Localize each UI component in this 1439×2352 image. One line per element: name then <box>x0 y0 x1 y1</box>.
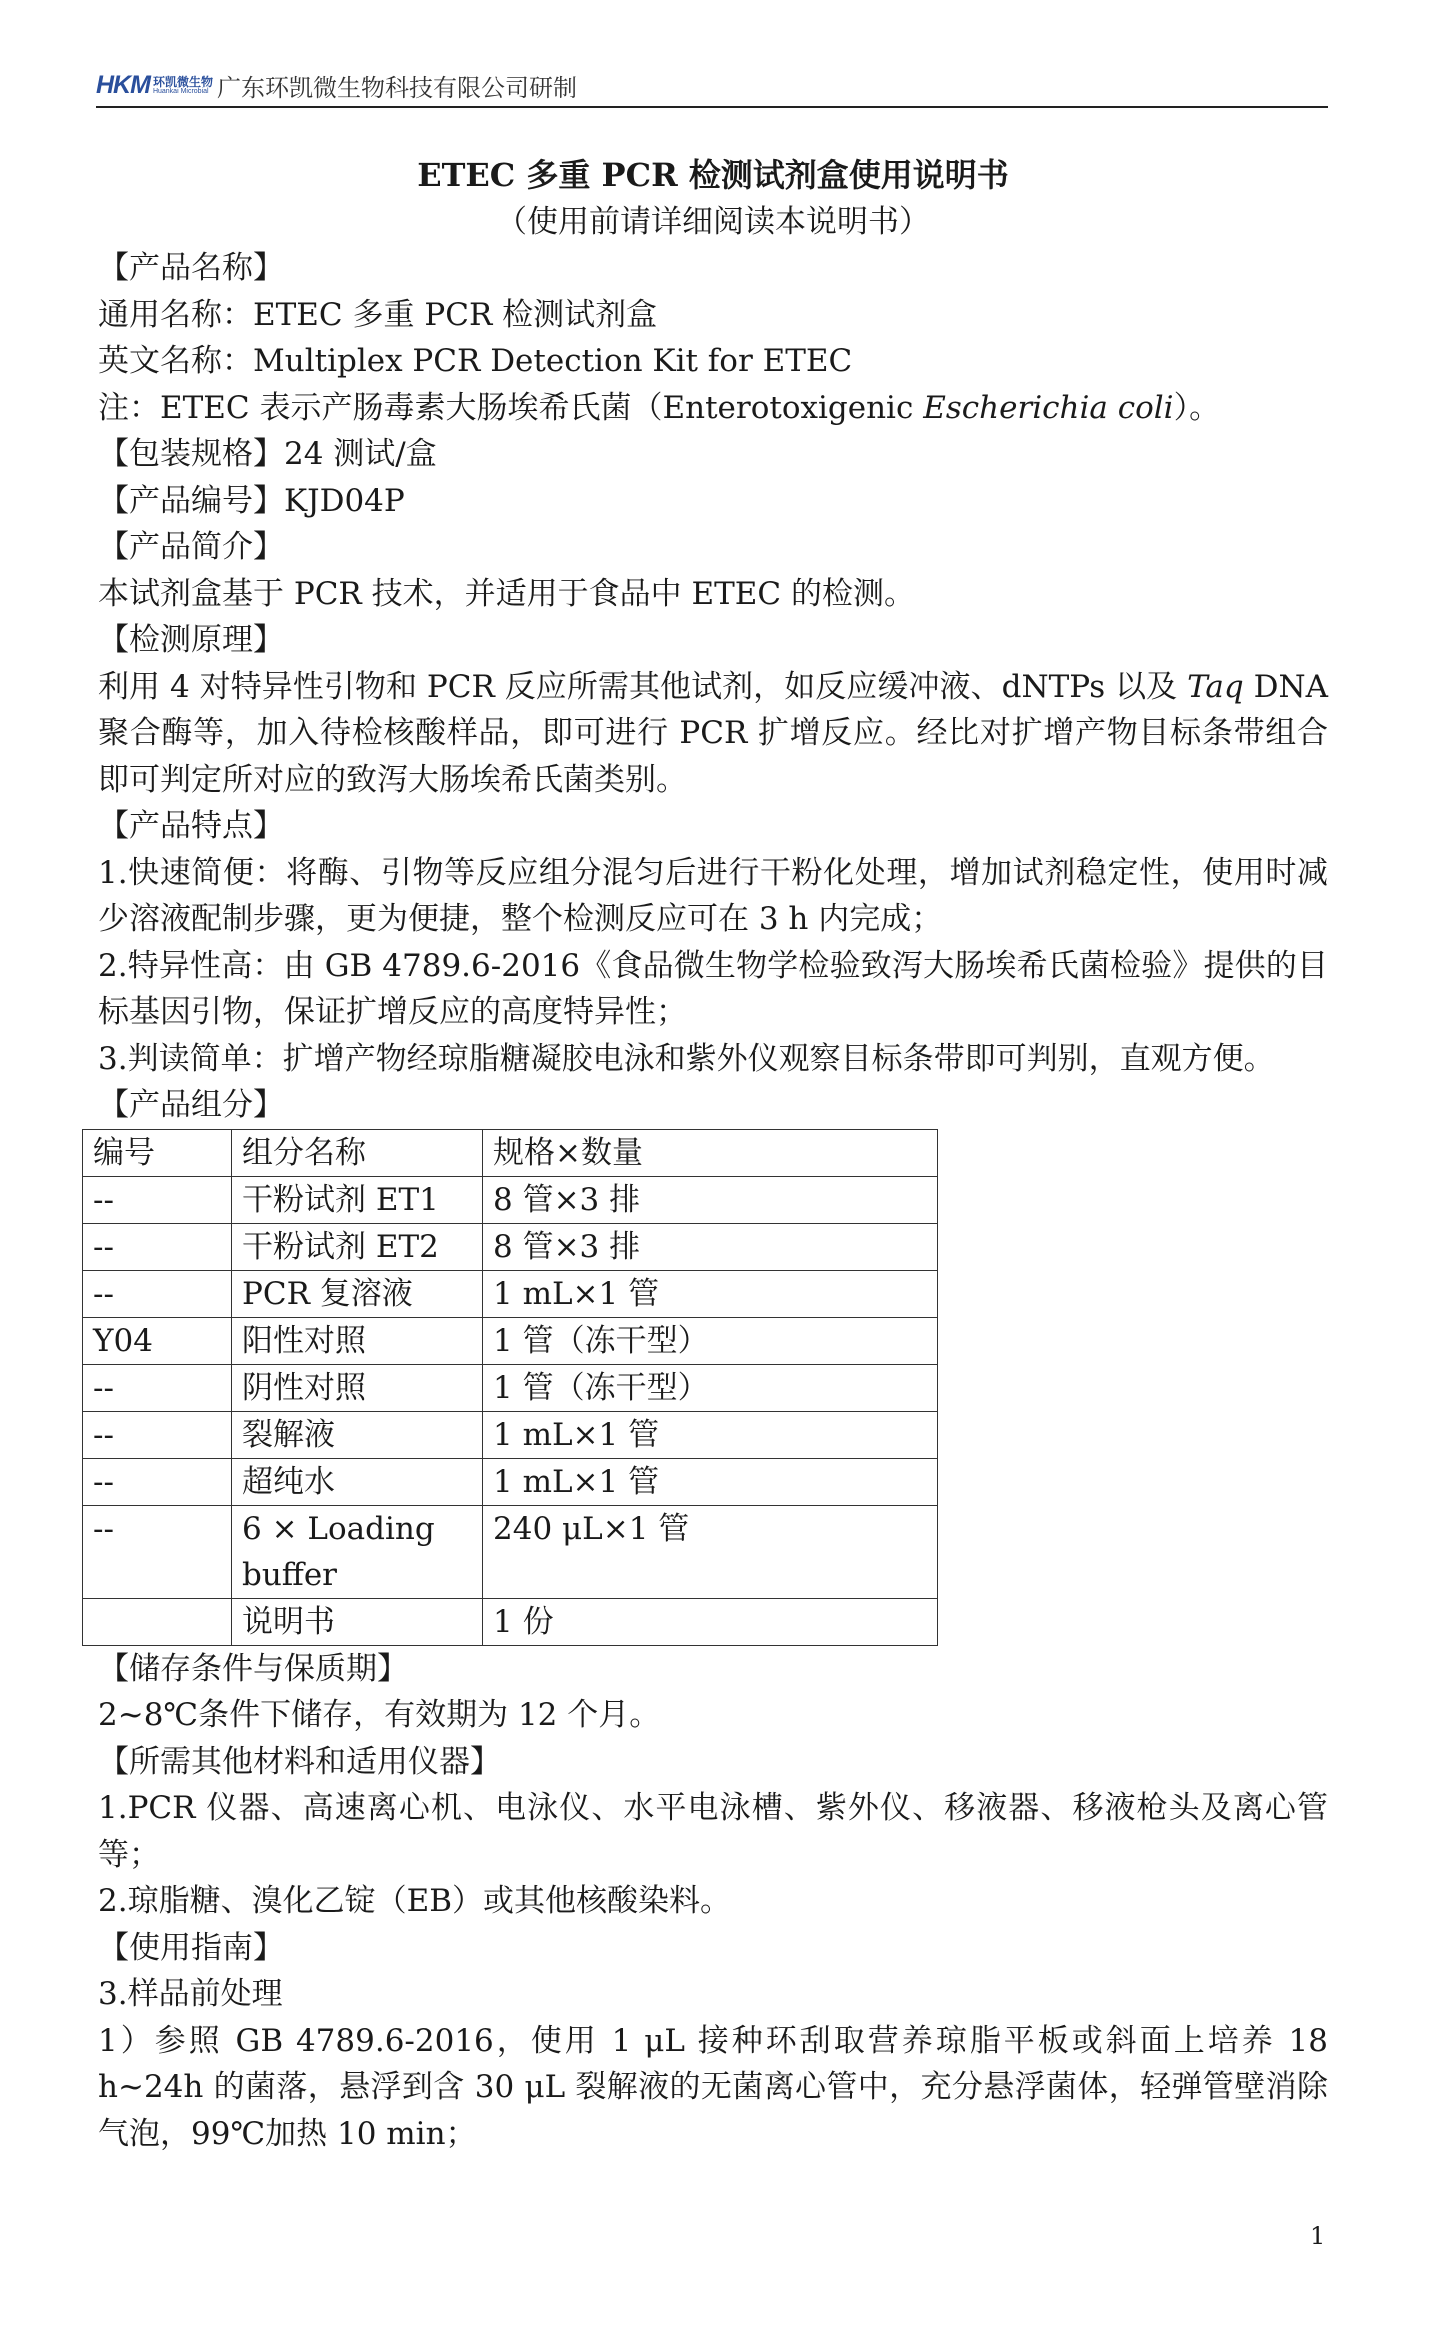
feature-3: 3.判读简单：扩增产物经琼脂糖凝胶电泳和紫外仪观察目标条带即可判别，直观方便。 <box>98 1040 1275 1077</box>
cell-name: 6 × Loading buffer <box>232 1505 483 1598</box>
col-header-code: 编号 <box>83 1129 232 1176</box>
step-3-1: 1）参照 GB 4789.6-2016，使用 1 μL 接种环刮取营养琼脂平板或斜面上培养 18 h~24h 的菌落，悬浮到含 30 μL 裂解液的无菌离心管中，充分悬浮菌体，轻弹管壁消除气泡，99℃加热 10 min； <box>98 2022 1328 2152</box>
cell-name: 裂解液 <box>232 1411 483 1458</box>
logo-text <box>153 76 213 95</box>
col-header-name: 组分名称 <box>232 1129 483 1176</box>
logo-en: Huankai Microbial <box>152 87 209 95</box>
heading-guide: 【使用指南】 <box>98 1929 284 1966</box>
cell-name: 干粉试剂 ET1 <box>232 1176 483 1223</box>
material-1: 1.PCR 仪器、高速离心机、电泳仪、水平电泳槽、紫外仪、移液器、移液枪头及离心管等； <box>98 1790 1328 1873</box>
document-body <box>93 152 1328 2157</box>
table-row <box>83 1270 938 1317</box>
page-header <box>96 64 1328 108</box>
table-row <box>83 1458 938 1505</box>
cell-name: 说明书 <box>232 1598 483 1645</box>
table-row <box>83 1505 938 1598</box>
cell-spec: 8 管×3 排 <box>483 1176 938 1223</box>
product-code: 【产品编号】KJD04P <box>98 482 405 519</box>
table-row <box>83 1223 938 1270</box>
table-row <box>83 1598 938 1645</box>
cell-code: -- <box>83 1505 232 1598</box>
heading-features: 【产品特点】 <box>98 808 284 844</box>
cell-code: -- <box>83 1411 232 1458</box>
company-logo <box>96 70 577 102</box>
english-name: 英文名称：Multiplex PCR Detection Kit for ETEC <box>98 343 853 379</box>
cell-code: -- <box>83 1223 232 1270</box>
cell-code: Y04 <box>83 1317 232 1364</box>
feature-2: 2.特异性高：由 GB 4789.6-2016《食品微生物学检验致泻大肠埃希氏菌检验》提供的目标基因引物，保证扩增反应的高度特异性； <box>98 947 1328 1030</box>
feature-1: 1.快速简便：将酶、引物等反应组分混匀后进行干粉化处理，增加试剂稳定性，使用时减少溶液配制步骤，更为便捷，整个检测反应可在 3 h 内完成； <box>98 854 1328 937</box>
page-number: 1 <box>1310 2222 1326 2250</box>
cell-code <box>83 1598 232 1645</box>
cell-spec: 1 mL×1 管 <box>483 1458 938 1505</box>
cell-code: -- <box>83 1176 232 1223</box>
heading-principle: 【检测原理】 <box>98 622 284 658</box>
cell-name: 干粉试剂 ET2 <box>232 1223 483 1270</box>
storage-text: 2~8℃条件下储存，有效期为 12 个月。 <box>98 1697 661 1733</box>
heading-components: 【产品组分】 <box>98 1087 284 1123</box>
logo-cn: 环凯微生物 <box>152 74 213 89</box>
cell-name: PCR 复溶液 <box>232 1270 483 1317</box>
cell-spec: 1 管（冻干型） <box>483 1317 938 1364</box>
cell-name: 阴性对照 <box>232 1364 483 1411</box>
table-header-row <box>83 1129 938 1176</box>
heading-storage: 【储存条件与保质期】 <box>98 1650 408 1687</box>
table-row <box>83 1176 938 1223</box>
cell-spec: 8 管×3 排 <box>483 1223 938 1270</box>
step-3: 3.样品前处理 <box>98 1976 283 2012</box>
cell-name: 阳性对照 <box>232 1317 483 1364</box>
heading-product-name: 【产品名称】 <box>98 250 284 286</box>
cell-code: -- <box>83 1458 232 1505</box>
logo-mark: HKM <box>96 70 150 99</box>
heading-materials: 【所需其他材料和适用仪器】 <box>98 1743 501 1780</box>
heading-intro: 【产品简介】 <box>98 529 284 565</box>
generic-name: 通用名称：ETEC 多重 PCR 检测试剂盒 <box>98 296 658 333</box>
material-2: 2.琼脂糖、溴化乙锭（EB）或其他核酸染料。 <box>98 1883 731 1919</box>
company-name: 广东环凯微生物科技有限公司研制 <box>216 73 577 102</box>
cell-spec: 1 管（冻干型） <box>483 1364 938 1411</box>
table-row <box>83 1317 938 1364</box>
intro-text: 本试剂盒基于 PCR 技术，并适用于食品中 ETEC 的检测。 <box>98 575 915 612</box>
table-row <box>83 1411 938 1458</box>
cell-code: -- <box>83 1364 232 1411</box>
cell-spec: 1 mL×1 管 <box>483 1270 938 1317</box>
cell-spec: 1 份 <box>483 1598 938 1645</box>
col-header-spec: 规格×数量 <box>483 1129 938 1176</box>
etec-note: 注：ETEC 表示产肠毒素大肠埃希氏菌（Enterotoxigenic Escherichia coli）。 <box>98 389 1221 426</box>
principle-text: 利用 4 对特异性引物和 PCR 反应所需其他试剂，如反应缓冲液、dNTPs 以及 Taq DNA 聚合酶等，加入待检核酸样品，即可进行 PCR 扩增反应。经比对扩增产物目标条带组合即可判定所对应的致泻大肠埃希氏菌类别。 <box>98 668 1328 798</box>
doc-subtitle: （使用前请详细阅读本说明书） <box>496 203 930 240</box>
cell-spec: 1 mL×1 管 <box>483 1411 938 1458</box>
table-row <box>83 1364 938 1411</box>
cell-code: -- <box>83 1270 232 1317</box>
cell-spec: 240 μL×1 管 <box>483 1505 938 1598</box>
cell-name: 超纯水 <box>232 1458 483 1505</box>
package-spec: 【包装规格】24 测试/盒 <box>98 436 437 472</box>
components-table <box>82 1129 938 1646</box>
doc-title: ETEC 多重 PCR 检测试剂盒使用说明书 <box>417 156 1009 194</box>
